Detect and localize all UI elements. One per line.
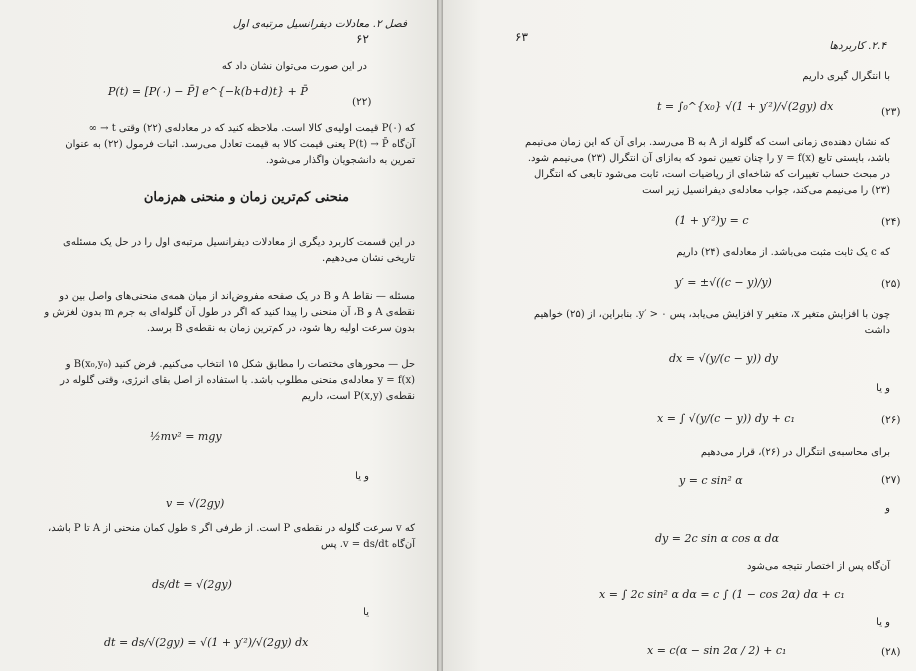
equation: ds/dt = √(2gy): [152, 578, 232, 591]
equation-number: (۲۲): [352, 96, 372, 108]
text-line: بدون سرعت اولیه رها شود، در کم‌ترین زمان به نقطه‌ی B برسد.: [146, 323, 415, 334]
equation: dy = 2c sin α cos α dα: [655, 532, 780, 545]
page-number: ۶۲: [356, 32, 369, 46]
equation: x = c(α − sin 2α / 2) + c₁: [647, 644, 787, 657]
equation-number: (۲۶): [881, 414, 901, 426]
equation: y′ = ±√((c − y)/y): [675, 276, 772, 289]
text-line: داشت: [864, 325, 890, 336]
text-line: آن‌گاه پس از اختصار نتیجه می‌شود: [746, 561, 890, 572]
text-line: چون با افزایش متغیر x، متغیر y افزایش می‌یابد، پس y′ > ۰. بنابراین، از (۲۵) خواهیم: [533, 309, 890, 320]
text-line: که P(۰) قیمت اولیه‌ی کالا است. ملاحظه کنید که در معادله‌ی (۲۲) وقتی t → ∞: [88, 123, 415, 134]
text-line: حل — محورهای مختصات را مطابق شکل ۱۵ انتخاب می‌کنیم. فرض کنید B(x₀,y₀) و: [65, 359, 415, 370]
page-number: ۶۳: [515, 30, 528, 44]
equation: y = c sin² α: [679, 474, 743, 487]
section-title: منحنی کم‌ترین زمان و منحنی هم‌زمان: [143, 190, 349, 205]
equation: (1 + y′²)y = c: [675, 214, 749, 227]
right-page: [443, 0, 916, 671]
running-header: ۲.۴. کاربردها: [829, 40, 886, 52]
text-line: برای محاسبه‌ی انتگرال در (۲۶)، قرار می‌دهیم: [700, 447, 890, 458]
text-line: (۲۳) را می‌نیمم می‌کند، جواب معادله‌ی دیفرانسیل زیر است: [642, 185, 890, 196]
equation: t = ∫₀^{x₀} √(1 + y′²)/√(2gy) dx: [657, 100, 834, 113]
text-line: تاریخی نشان می‌دهیم.: [322, 253, 415, 264]
text-line: y = f(x) معادله‌ی منحنی مطلوب باشد. با استفاده از اصل بقای انرژی، وقتی گلوله در: [60, 375, 415, 386]
equation-number: (۲۳): [881, 106, 901, 118]
text-line: یا: [363, 607, 369, 618]
text-line: در این قسمت کاربرد دیگری از معادلات دیفرانسیل مرتبه‌ی اول را در حل یک مسئله‌ی: [63, 237, 415, 248]
text-line: مسئله — نقاط A و B در یک صفحه مفروض‌اند از میان همه‌ی منحنی‌های واصل بین دو: [59, 291, 415, 302]
equation: v = √(2gy): [166, 497, 225, 510]
text-line: و: [885, 503, 890, 514]
text-line: باشد، بایستی تابع y = f(x) را چنان تعیین نمود که به‌ازای آن انتگرال (۲۳) می‌نیمم شود.: [527, 153, 890, 164]
text-line: تمرین به دانشجویان واگذار می‌شود.: [265, 155, 415, 166]
equation: ½mv² = mgy: [150, 430, 222, 443]
equation: x = ∫ 2c sin² α dα = c ∫ (1 − cos 2α) dα + c₁: [599, 588, 845, 601]
equation-number: (۲۵): [881, 278, 901, 290]
text-line: که نشان دهنده‌ی زمانی است که گلوله از A به B می‌رسد. برای آن که این زمان می‌نیمم: [525, 137, 890, 148]
text-line: در مبحث حساب تغییرات که شاخه‌ای از ریاضیات است، ثابت می‌شود تابعی که انتگرال: [534, 169, 890, 180]
equation: dx = √(y/(c − y)) dy: [669, 352, 778, 365]
left-page: [0, 0, 437, 671]
text-line: نقطه‌ی A و B، آن منحنی را پیدا کنید که اگر در طول آن گلوله‌ای به جرم m بدون لغزش و: [44, 307, 415, 318]
text-line: که v سرعت گلوله در نقطه‌ی P است. از طرفی اگر s طول کمان منحنی از A تا P باشد،: [48, 523, 415, 534]
text-line: در این صورت می‌توان نشان داد که: [221, 61, 367, 72]
equation: x = ∫ √(y/(c − y)) dy + c₁: [657, 412, 795, 425]
equation-number: (۲۸): [881, 646, 901, 658]
text-line: آن‌گاه v = ds/dt. پس: [321, 539, 415, 550]
text-line: با انتگرال گیری داریم: [802, 71, 890, 82]
text-line: که c یک ثابت مثبت می‌باشد. از معادله‌ی (۲۴) داریم: [676, 247, 890, 258]
text-line: آن‌گاه P(t) → P̄ یعنی قیمت کالا به قیمت تعادل می‌رسد. اثبات فرمول (۲۲) به عنوان: [65, 139, 415, 150]
equation-number: (۲۷): [881, 474, 901, 486]
equation: dt = ds/√(2gy) = √(1 + y′²)/√(2gy) dx: [104, 636, 309, 649]
text-line: و یا: [876, 617, 890, 628]
equation-number: (۲۴): [881, 216, 901, 228]
text-line: و یا: [355, 471, 369, 482]
text-line: و یا: [876, 383, 890, 394]
text-line: نقطه‌ی P(x,y) است، داریم: [301, 391, 415, 402]
running-header: فصل ۲. معادلات دیفرانسیل مرتبه‌ی اول: [232, 18, 407, 30]
equation: P(t) = [P(۰) − P̄] e^{−k(b+d)t} + P̄: [108, 85, 308, 98]
